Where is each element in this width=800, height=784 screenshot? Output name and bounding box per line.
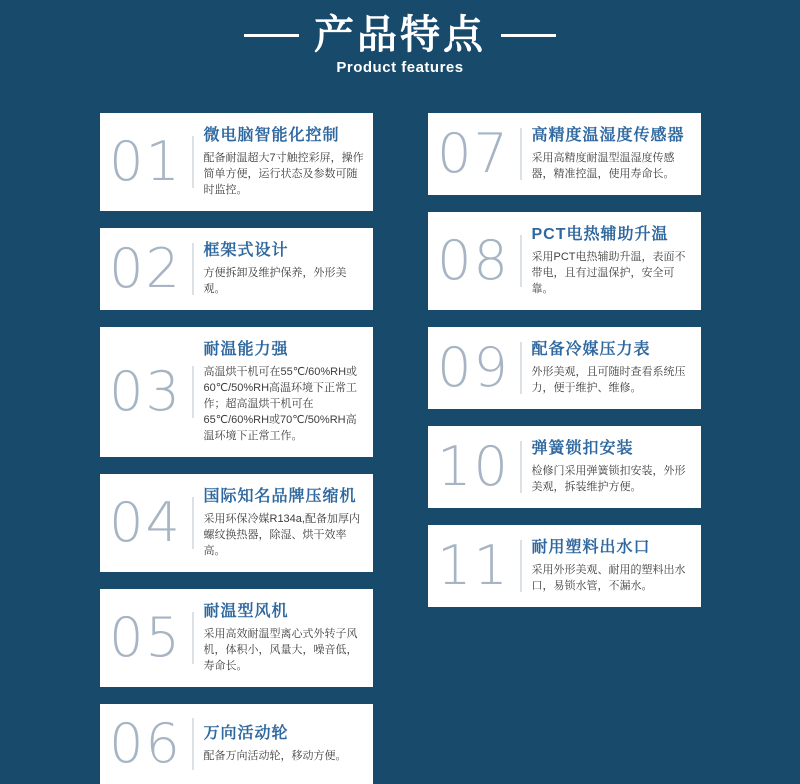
feature-description: 方便拆卸及维护保养，外形美观。 <box>203 267 347 295</box>
feature-card <box>100 228 373 310</box>
feature-text-block <box>522 538 701 594</box>
header-line-left <box>244 34 299 37</box>
feature-number: 06 <box>109 712 182 775</box>
feature-card <box>428 113 701 195</box>
feature-title: 国际知名品牌压缩机 <box>203 488 357 505</box>
feature-text-block <box>194 340 373 444</box>
feature-description: 采用PCT电热辅助升温，表面不带电，且有过温保护，安全可靠。 <box>531 251 686 295</box>
header-title-row <box>0 13 800 57</box>
feature-text-block <box>194 487 373 559</box>
feature-title: 框架式设计 <box>203 242 289 259</box>
feature-text-block <box>194 602 373 674</box>
feature-title: 弹簧锁扣安装 <box>531 440 634 457</box>
feature-number: 08 <box>437 229 510 292</box>
feature-card <box>100 113 373 211</box>
feature-description: 配备万向活动轮，移动方便。 <box>203 750 347 762</box>
feature-title: 耐温能力强 <box>203 341 289 358</box>
feature-number: 02 <box>109 237 182 300</box>
feature-text-block <box>194 241 373 297</box>
feature-description: 外形美观，且可随时查看系统压力，便于维护、维修。 <box>531 366 686 394</box>
feature-description: 采用高效耐温型离心式外转子风机，体积小，风量大，噪音低，寿命长。 <box>203 628 358 672</box>
feature-description: 采用外形美观、耐用的塑料出水口，易锁水管，不漏水。 <box>531 564 686 592</box>
feature-card <box>428 525 701 607</box>
section-header <box>0 0 800 76</box>
feature-number: 01 <box>109 130 182 193</box>
feature-text-block <box>194 724 373 764</box>
feature-number: 11 <box>437 534 510 597</box>
feature-text-block <box>522 340 701 396</box>
feature-description: 采用高精度耐温型温湿度传感器，精准控温，使用寿命长。 <box>531 152 675 180</box>
feature-number: 04 <box>109 491 182 554</box>
feature-card <box>100 327 373 457</box>
feature-description: 高温烘干机可在55℃/60%RH或60℃/50%RH高温环境下正常工作；超高温烘干机可在65℃/60%RH或70℃/50%RH高温环境下正常工作。 <box>203 366 358 442</box>
feature-text-block <box>522 225 701 297</box>
feature-card <box>428 212 701 310</box>
features-grid <box>0 113 800 784</box>
features-column-right <box>428 113 701 784</box>
feature-number: 03 <box>109 360 182 423</box>
feature-description: 采用环保冷媒R134a,配备加厚内螺纹换热器，除湿、烘干效率高。 <box>203 513 360 557</box>
feature-description: 检修门采用弹簧锁扣安装，外形美观，拆装维护方便。 <box>531 465 686 493</box>
feature-number: 10 <box>437 435 510 498</box>
feature-card <box>100 474 373 572</box>
feature-title: 配备冷媒压力表 <box>531 341 651 358</box>
feature-number: 09 <box>437 336 510 399</box>
page-title: 产品特点 <box>314 13 486 57</box>
feature-text-block <box>194 126 373 198</box>
page-subtitle: Product features <box>336 59 464 76</box>
feature-title: 微电脑智能化控制 <box>203 127 340 144</box>
feature-card <box>428 426 701 508</box>
feature-title: 万向活动轮 <box>203 725 289 742</box>
features-column-left <box>100 113 373 784</box>
feature-number: 05 <box>109 606 182 669</box>
feature-card <box>428 327 701 409</box>
feature-card <box>100 589 373 687</box>
feature-text-block <box>522 126 701 182</box>
feature-title: PCT电热辅助升温 <box>531 226 669 243</box>
feature-title: 耐用塑料出水口 <box>531 539 651 556</box>
feature-text-block <box>522 439 701 495</box>
header-line-right <box>501 34 556 37</box>
feature-title: 耐温型风机 <box>203 603 289 620</box>
feature-title: 高精度温湿度传感器 <box>531 127 685 144</box>
feature-number: 07 <box>437 122 510 185</box>
feature-card <box>100 704 373 784</box>
feature-description: 配备耐温超大7寸触控彩屏，操作简单方便，运行状态及参数可随时监控。 <box>203 152 364 196</box>
